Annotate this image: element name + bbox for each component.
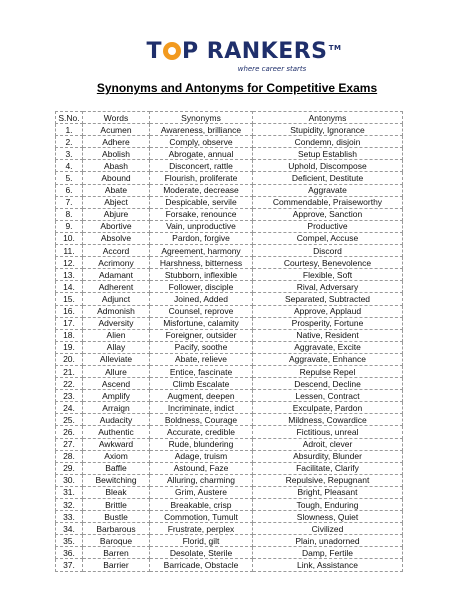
cell-synonyms: Awareness, brilliance	[150, 124, 253, 136]
cell-word: Allure	[83, 365, 150, 377]
cell-synonyms: Astound, Faze	[150, 462, 253, 474]
cell-word: Baffle	[83, 462, 150, 474]
synonyms-antonyms-table	[55, 111, 403, 572]
table-row	[56, 136, 403, 148]
table-row	[56, 232, 403, 244]
cell-synonyms: Joined, Added	[150, 293, 253, 305]
cell-antonyms: Damp, Fertile	[253, 547, 403, 559]
cell-synonyms: Counsel, reprove	[150, 305, 253, 317]
table-row	[56, 124, 403, 136]
cell-synonyms: Pardon, forgive	[150, 232, 253, 244]
table-row	[56, 450, 403, 462]
cell-synonyms: Foreigner, outsider	[150, 329, 253, 341]
cell-sno: 36.	[56, 547, 83, 559]
cell-synonyms: Incriminate, indict	[150, 402, 253, 414]
cell-word: Admonish	[83, 305, 150, 317]
cell-word: Brittle	[83, 499, 150, 511]
table-row	[56, 196, 403, 208]
table-row	[56, 317, 403, 329]
cell-word: Ascend	[83, 378, 150, 390]
table-row	[56, 208, 403, 220]
cell-sno: 31.	[56, 486, 83, 498]
cell-antonyms: Tough, Enduring	[253, 499, 403, 511]
cell-sno: 35.	[56, 535, 83, 547]
cell-sno: 1.	[56, 124, 83, 136]
cell-sno: 33.	[56, 511, 83, 523]
cell-word: Barbarous	[83, 523, 150, 535]
cell-word: Bleak	[83, 486, 150, 498]
cell-antonyms: Productive	[253, 220, 403, 232]
cell-synonyms: Boldness, Courage	[150, 414, 253, 426]
table-row	[56, 220, 403, 232]
cell-word: Abortive	[83, 220, 150, 232]
table-row	[56, 305, 403, 317]
cell-word: Allay	[83, 341, 150, 353]
cell-synonyms: Follower, disciple	[150, 281, 253, 293]
cell-sno: 26.	[56, 426, 83, 438]
table-row	[56, 281, 403, 293]
cell-antonyms: Courtesy, Benevolence	[253, 257, 403, 269]
table-row	[56, 184, 403, 196]
page-title: Synonyms and Antonyms for Competitive Exams	[96, 81, 378, 95]
cell-synonyms: Agreement, harmony	[150, 245, 253, 257]
cell-antonyms: Descend, Decline	[253, 378, 403, 390]
table-row	[56, 390, 403, 402]
cell-antonyms: Absurdity, Blunder	[253, 450, 403, 462]
brand-tagline: where career starts	[237, 65, 307, 73]
cell-sno: 29.	[56, 462, 83, 474]
cell-word: Axiom	[83, 450, 150, 462]
cell-antonyms: Uphold, Discompose	[253, 160, 403, 172]
cell-sno: 8.	[56, 208, 83, 220]
cell-antonyms: Aggravate	[253, 184, 403, 196]
cell-word: Adhere	[83, 136, 150, 148]
table-header-row	[56, 112, 403, 124]
cell-sno: 24.	[56, 402, 83, 414]
table-row	[56, 511, 403, 523]
cell-word: Amplify	[83, 390, 150, 402]
cell-sno: 4.	[56, 160, 83, 172]
cell-synonyms: Despicable, servile	[150, 196, 253, 208]
table-row	[56, 474, 403, 486]
table-row	[56, 148, 403, 160]
cell-synonyms: Moderate, decrease	[150, 184, 253, 196]
table-row	[56, 172, 403, 184]
table-row	[56, 462, 403, 474]
cell-synonyms: Desolate, Sterile	[150, 547, 253, 559]
cell-antonyms: Commendable, Praiseworthy	[253, 196, 403, 208]
table-row	[56, 523, 403, 535]
cell-antonyms: Deficient, Destitute	[253, 172, 403, 184]
brand-wordmark	[146, 39, 342, 64]
cell-antonyms: Civilized	[253, 523, 403, 535]
cell-sno: 12.	[56, 257, 83, 269]
table-row	[56, 535, 403, 547]
table-row	[56, 378, 403, 390]
table-row	[56, 547, 403, 559]
table-row	[56, 486, 403, 498]
cell-antonyms: Adroit, clever	[253, 438, 403, 450]
cell-sno: 25.	[56, 414, 83, 426]
cell-sno: 6.	[56, 184, 83, 196]
cell-antonyms: Exculpate, Pardon	[253, 402, 403, 414]
cell-synonyms: Stubborn, inflexible	[150, 269, 253, 281]
cell-word: Bewitching	[83, 474, 150, 486]
header-antonyms: Antonyms	[253, 112, 403, 124]
cell-antonyms: Aggravate, Excite	[253, 341, 403, 353]
cell-synonyms: Adage, truism	[150, 450, 253, 462]
cell-synonyms: Rude, blundering	[150, 438, 253, 450]
cell-synonyms: Entice, fascinate	[150, 365, 253, 377]
cell-sno: 20.	[56, 353, 83, 365]
cell-sno: 18.	[56, 329, 83, 341]
cell-sno: 37.	[56, 559, 83, 571]
cell-word: Absolve	[83, 232, 150, 244]
cell-antonyms: Link, Assistance	[253, 559, 403, 571]
table-row	[56, 293, 403, 305]
brand-o-circle-icon	[163, 42, 181, 60]
cell-word: Adamant	[83, 269, 150, 281]
cell-antonyms: Compel, Accuse	[253, 232, 403, 244]
cell-synonyms: Abate, relieve	[150, 353, 253, 365]
cell-sno: 3.	[56, 148, 83, 160]
cell-word: Abject	[83, 196, 150, 208]
table-row	[56, 353, 403, 365]
cell-sno: 16.	[56, 305, 83, 317]
cell-antonyms: Rival, Adversary	[253, 281, 403, 293]
cell-synonyms: Climb Escalate	[150, 378, 253, 390]
table-row	[56, 257, 403, 269]
cell-word: Accord	[83, 245, 150, 257]
header-sno: S.No.	[56, 112, 83, 124]
cell-synonyms: Barricade, Obstacle	[150, 559, 253, 571]
cell-synonyms: Pacify, soothe	[150, 341, 253, 353]
cell-sno: 13.	[56, 269, 83, 281]
cell-antonyms: Aggravate, Enhance	[253, 353, 403, 365]
cell-word: Alien	[83, 329, 150, 341]
cell-antonyms: Prosperity, Fortune	[253, 317, 403, 329]
table-row	[56, 414, 403, 426]
table-row	[56, 365, 403, 377]
cell-word: Barren	[83, 547, 150, 559]
cell-sno: 14.	[56, 281, 83, 293]
cell-synonyms: Frustrate, perplex	[150, 523, 253, 535]
cell-antonyms: Native, Resident	[253, 329, 403, 341]
brand-trademark: TM	[328, 44, 342, 52]
brand-logo	[0, 40, 474, 73]
cell-synonyms: Augment, deepen	[150, 390, 253, 402]
cell-synonyms: Forsake, renounce	[150, 208, 253, 220]
cell-word: Bustle	[83, 511, 150, 523]
brand-text-t: T	[146, 39, 162, 64]
cell-sno: 11.	[56, 245, 83, 257]
cell-antonyms: Discord	[253, 245, 403, 257]
cell-word: Abound	[83, 172, 150, 184]
cell-sno: 5.	[56, 172, 83, 184]
cell-synonyms: Alluring, charming	[150, 474, 253, 486]
cell-word: Awkward	[83, 438, 150, 450]
table-row	[56, 245, 403, 257]
cell-antonyms: Lessen, Contract	[253, 390, 403, 402]
cell-antonyms: Approve, Sanction	[253, 208, 403, 220]
cell-antonyms: Flexible, Soft	[253, 269, 403, 281]
cell-sno: 9.	[56, 220, 83, 232]
cell-synonyms: Accurate, credible	[150, 426, 253, 438]
cell-word: Abash	[83, 160, 150, 172]
cell-synonyms: Vain, unproductive	[150, 220, 253, 232]
cell-antonyms: Bright, Pleasant	[253, 486, 403, 498]
cell-word: Authentic	[83, 426, 150, 438]
cell-antonyms: Repulsive, Repugnant	[253, 474, 403, 486]
table-row	[56, 329, 403, 341]
cell-synonyms: Misfortune, calamity	[150, 317, 253, 329]
cell-sno: 22.	[56, 378, 83, 390]
table-row	[56, 499, 403, 511]
cell-antonyms: Fictitious, unreal	[253, 426, 403, 438]
cell-antonyms: Mildness, Cowardice	[253, 414, 403, 426]
cell-antonyms: Facilitate, Clarify	[253, 462, 403, 474]
cell-word: Acumen	[83, 124, 150, 136]
cell-word: Baroque	[83, 535, 150, 547]
cell-word: Acrimony	[83, 257, 150, 269]
cell-synonyms: Flourish, proliferate	[150, 172, 253, 184]
cell-word: Abolish	[83, 148, 150, 160]
cell-sno: 27.	[56, 438, 83, 450]
cell-synonyms: Disconcert, rattle	[150, 160, 253, 172]
cell-antonyms: Stupidity, Ignorance	[253, 124, 403, 136]
table-row	[56, 438, 403, 450]
cell-word: Adherent	[83, 281, 150, 293]
cell-sno: 17.	[56, 317, 83, 329]
table-row	[56, 559, 403, 571]
table-row	[56, 341, 403, 353]
cell-word: Alleviate	[83, 353, 150, 365]
cell-antonyms: Repulse Repel	[253, 365, 403, 377]
cell-sno: 10.	[56, 232, 83, 244]
cell-antonyms: Setup Establish	[253, 148, 403, 160]
cell-sno: 32.	[56, 499, 83, 511]
table-row	[56, 269, 403, 281]
brand-text-rest: P RANKERS	[181, 39, 328, 64]
table-row	[56, 426, 403, 438]
table-row	[56, 160, 403, 172]
cell-sno: 30.	[56, 474, 83, 486]
cell-synonyms: Comply, observe	[150, 136, 253, 148]
cell-synonyms: Abrogate, annual	[150, 148, 253, 160]
cell-word: Audacity	[83, 414, 150, 426]
cell-synonyms: Commotion, Tumult	[150, 511, 253, 523]
cell-synonyms: Grim, Austere	[150, 486, 253, 498]
cell-word: Barrier	[83, 559, 150, 571]
cell-sno: 19.	[56, 341, 83, 353]
cell-sno: 23.	[56, 390, 83, 402]
cell-synonyms: Breakable, crisp	[150, 499, 253, 511]
cell-antonyms: Condemn, disjoin	[253, 136, 403, 148]
cell-sno: 34.	[56, 523, 83, 535]
header-words: Words	[83, 112, 150, 124]
cell-sno: 2.	[56, 136, 83, 148]
cell-antonyms: Slowness, Quiet	[253, 511, 403, 523]
cell-sno: 28.	[56, 450, 83, 462]
cell-antonyms: Approve, Applaud	[253, 305, 403, 317]
cell-word: Abate	[83, 184, 150, 196]
cell-word: Adjunct	[83, 293, 150, 305]
cell-word: Adversity	[83, 317, 150, 329]
cell-synonyms: Florid, gilt	[150, 535, 253, 547]
header-synonyms: Synonyms	[150, 112, 253, 124]
cell-sno: 21.	[56, 365, 83, 377]
table-row	[56, 402, 403, 414]
cell-antonyms: Separated, Subtracted	[253, 293, 403, 305]
cell-synonyms: Harshness, bitterness	[150, 257, 253, 269]
cell-word: Abjure	[83, 208, 150, 220]
cell-sno: 15.	[56, 293, 83, 305]
cell-antonyms: Plain, unadorned	[253, 535, 403, 547]
cell-sno: 7.	[56, 196, 83, 208]
cell-word: Arraign	[83, 402, 150, 414]
